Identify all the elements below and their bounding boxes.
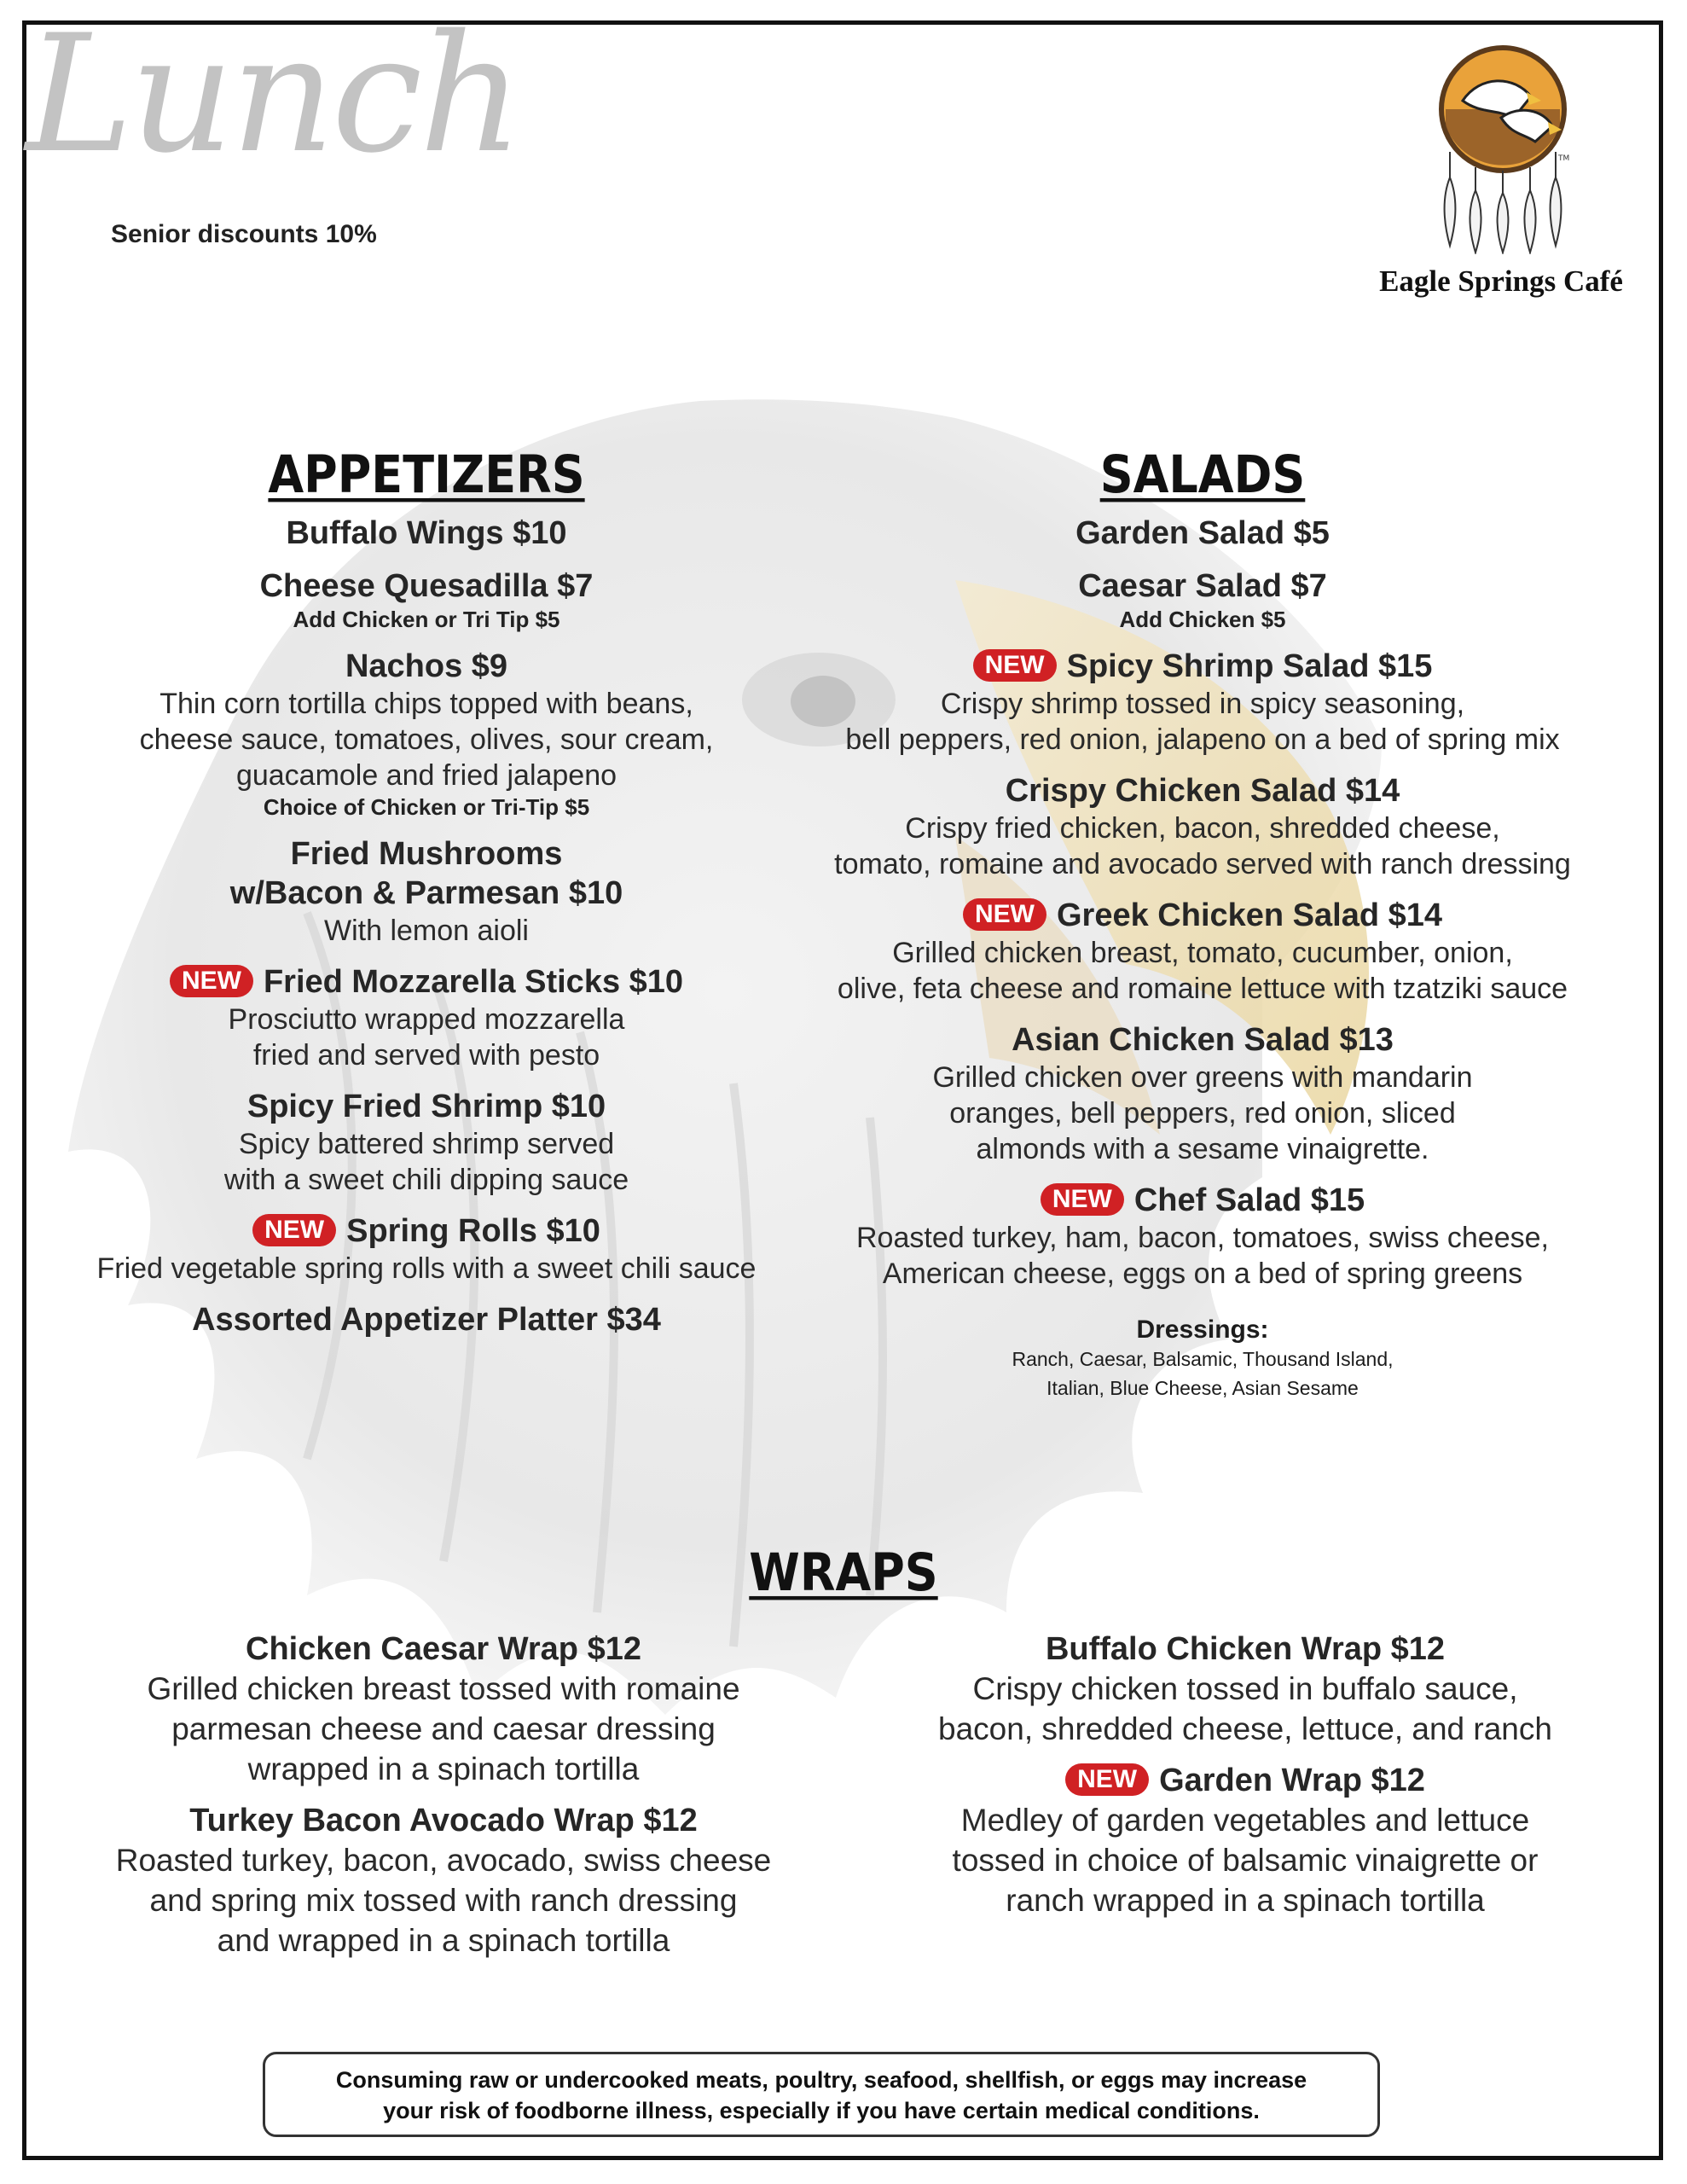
menu-item-name bbox=[793, 771, 1612, 810]
menu-item-description: With lemon aioli bbox=[324, 915, 529, 947]
menu-item-name-text: Garden Wrap $12 bbox=[1159, 1763, 1425, 1798]
menu-item-name bbox=[793, 1020, 1612, 1060]
menu-item-name bbox=[793, 896, 1612, 935]
dressings-list: Ranch, Caesar, Balsamic, Thousand Island, Italian, Blue Cheese, Asian Sesame bbox=[1012, 1348, 1394, 1399]
menu-item-name bbox=[51, 1087, 802, 1126]
salads-title: SALADS bbox=[1099, 444, 1306, 505]
menu-item-name-text: Crispy Chicken Salad $14 bbox=[1005, 773, 1400, 809]
new-badge: NEW bbox=[252, 1214, 336, 1246]
menu-item-name bbox=[793, 514, 1612, 553]
menu-item bbox=[51, 514, 802, 553]
menu-item-name-text: Turkey Bacon Avocado Wrap $12 bbox=[189, 1803, 698, 1838]
new-badge: NEW bbox=[170, 965, 253, 997]
menu-item-name bbox=[51, 566, 802, 606]
menu-item bbox=[51, 1629, 836, 1789]
menu-item bbox=[51, 647, 802, 821]
menu-item-name bbox=[51, 1629, 836, 1669]
menu-item-description: Crispy chicken tossed in buffalo sauce, bacon, shredded cheese, lettuce, and ranch bbox=[938, 1671, 1552, 1746]
menu-item-name bbox=[793, 1181, 1612, 1220]
menu-item-description: Roasted turkey, bacon, avocado, swiss cheese and spring mix tossed with ranch dressing and wrapped in a spinach tortilla bbox=[115, 1843, 772, 1958]
menu-item bbox=[51, 1211, 802, 1287]
menu-item bbox=[51, 566, 802, 633]
menu-item-description: Grilled chicken over greens with mandarin oranges, bell peppers, red onion, sliced almonds with a sesame vinaigrette. bbox=[932, 1061, 1473, 1165]
menu-item-name bbox=[51, 647, 802, 686]
menu-item-name bbox=[853, 1629, 1638, 1669]
menu-item-addon: Add Chicken $5 bbox=[1119, 607, 1286, 632]
menu-item-description: Spicy battered shrimp served with a sweet chili dipping sauce bbox=[223, 1128, 629, 1196]
menu-item-name bbox=[51, 962, 802, 1002]
menu-item bbox=[51, 1087, 802, 1198]
menu-item bbox=[793, 771, 1612, 882]
eagle-dreamcatcher-icon bbox=[1429, 41, 1578, 254]
salads-section bbox=[793, 444, 1612, 1403]
new-badge: NEW bbox=[963, 898, 1046, 931]
wraps-title: WRAPS bbox=[749, 1542, 938, 1603]
menu-item bbox=[793, 647, 1612, 758]
wraps-right-column bbox=[853, 1629, 1638, 1932]
menu-item bbox=[51, 1300, 802, 1339]
menu-item-name-text: Cheese Quesadilla $7 bbox=[259, 568, 594, 604]
menu-item-name bbox=[793, 566, 1612, 606]
menu-item bbox=[853, 1761, 1638, 1920]
menu-item-name-text: Spring Rolls $10 bbox=[346, 1213, 600, 1249]
menu-item-description: Grilled chicken breast tossed with romaine parmesan cheese and caesar dressing wrapped in a spinach tortilla bbox=[147, 1671, 740, 1786]
menu-item-name bbox=[51, 1801, 836, 1840]
menu-item-name bbox=[51, 1211, 802, 1251]
menu-item-name-text: Fried Mozzarella Sticks $10 bbox=[263, 964, 684, 1000]
menu-item bbox=[793, 896, 1612, 1007]
appetizers-title: APPETIZERS bbox=[268, 444, 585, 505]
menu-item-name-text: Garden Salad $5 bbox=[1075, 515, 1330, 551]
menu-item-name-text: Fried Mushrooms w/Bacon & Parmesan $10 bbox=[229, 836, 623, 911]
menu-item-name-text: Chef Salad $15 bbox=[1133, 1182, 1365, 1218]
menu-item-description: Fried vegetable spring rolls with a sweet chili sauce bbox=[96, 1252, 757, 1285]
wraps-left-column bbox=[51, 1629, 836, 1972]
dressings-title: Dressings: bbox=[1136, 1316, 1269, 1344]
menu-item-name-text: Spicy Shrimp Salad $15 bbox=[1066, 648, 1433, 684]
new-badge: NEW bbox=[973, 649, 1057, 682]
senior-discount-note: Senior discounts 10% bbox=[111, 220, 377, 248]
menu-item-addon: Choice of Chicken or Tri-Tip $5 bbox=[263, 794, 590, 820]
menu-item bbox=[51, 1801, 836, 1960]
menu-item-name-text: Assorted Appetizer Platter $34 bbox=[192, 1302, 661, 1338]
menu-item-description: Medley of garden vegetables and lettuce tossed in choice of balsamic vinaigrette or ranch wrapped in a spinach tortilla bbox=[952, 1803, 1539, 1918]
menu-item bbox=[793, 1181, 1612, 1292]
menu-item-description: Crispy fried chicken, bacon, shredded cheese, tomato, romaine and avocado served with ranch dressing bbox=[834, 812, 1571, 880]
food-safety-warning: Consuming raw or undercooked meats, poultry, seafood, shellfish, or eggs may increase your risk of foodborne illness, especially if you have certain medical conditions. bbox=[263, 2052, 1380, 2137]
menu-item-name-text: Caesar Salad $7 bbox=[1078, 568, 1327, 604]
lunch-title: Lunch bbox=[26, 0, 520, 189]
cafe-name: Eagle Springs Café bbox=[1379, 264, 1623, 298]
wraps-section-title-wrapper bbox=[0, 1542, 1687, 1612]
new-badge: NEW bbox=[1065, 1763, 1149, 1796]
menu-item bbox=[51, 962, 802, 1073]
appetizers-list bbox=[51, 514, 802, 1339]
menu-item-name bbox=[51, 1300, 802, 1339]
menu-item-name-text: Chicken Caesar Wrap $12 bbox=[246, 1631, 641, 1667]
menu-item-name-text: Buffalo Wings $10 bbox=[286, 515, 567, 551]
menu-item bbox=[51, 834, 802, 949]
menu-item bbox=[793, 566, 1612, 633]
menu-item-name-text: Greek Chicken Salad $14 bbox=[1056, 897, 1443, 933]
salads-list bbox=[793, 514, 1612, 1292]
menu-item bbox=[853, 1629, 1638, 1749]
dressings-block bbox=[793, 1316, 1612, 1403]
menu-item-description: Crispy shrimp tossed in spicy seasoning, bell peppers, red onion, jalapeno on a bed of spring mix bbox=[845, 688, 1560, 756]
menu-item-name-text: Nachos $9 bbox=[345, 648, 508, 684]
menu-item bbox=[793, 1020, 1612, 1167]
menu-item-name-text: Spicy Fried Shrimp $10 bbox=[246, 1089, 606, 1124]
appetizers-section bbox=[51, 444, 802, 1353]
menu-item-description: Thin corn tortilla chips topped with beans, cheese sauce, tomatoes, olives, sour cream, guacamole and fried jalapeno bbox=[139, 688, 714, 792]
menu-item-description: Roasted turkey, ham, bacon, tomatoes, swiss cheese, American cheese, eggs on a bed of spring greens bbox=[856, 1222, 1549, 1290]
menu-item-description: Grilled chicken breast, tomato, cucumber, onion, olive, feta cheese and romaine lettuce with tzatziki sauce bbox=[837, 937, 1568, 1005]
menu-item-description: Prosciutto wrapped mozzarella fried and served with pesto bbox=[228, 1003, 625, 1072]
menu-item-name bbox=[793, 647, 1612, 686]
menu-item-name bbox=[51, 514, 802, 553]
new-badge: NEW bbox=[1041, 1183, 1124, 1216]
menu-item-name bbox=[51, 834, 802, 913]
menu-item-name-text: Buffalo Chicken Wrap $12 bbox=[1045, 1631, 1446, 1667]
menu-item-name-text: Asian Chicken Salad $13 bbox=[1012, 1022, 1394, 1058]
trademark-mark: TM bbox=[1558, 154, 1570, 163]
menu-item-addon: Add Chicken or Tri Tip $5 bbox=[293, 607, 560, 632]
menu-item-name bbox=[853, 1761, 1638, 1800]
menu-item bbox=[793, 514, 1612, 553]
